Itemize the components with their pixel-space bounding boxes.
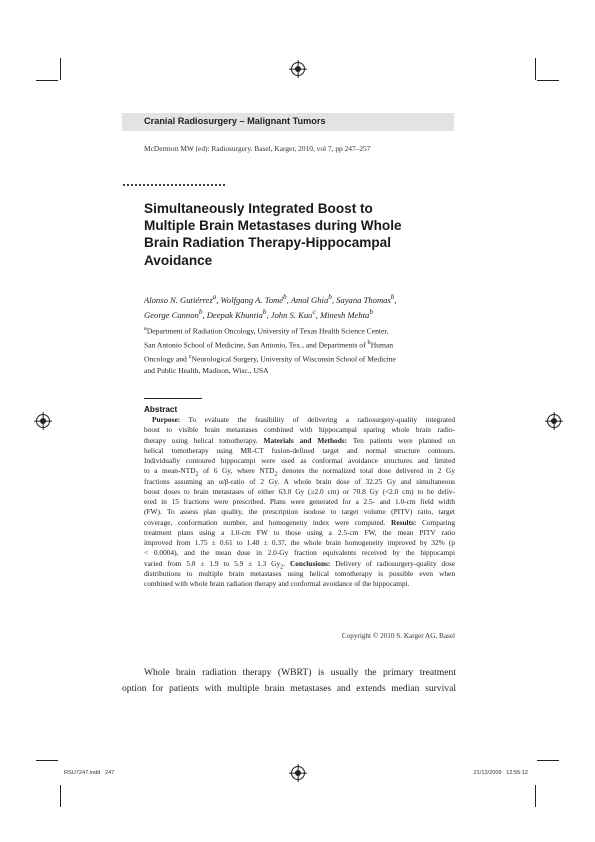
subscript: 2 — [274, 471, 278, 478]
crop-mark — [36, 760, 58, 761]
abstract-line: helical tomotherapy using MR-CT fusion-defined target and normal structure contours. — [144, 445, 455, 455]
abstract-text: of 6 Gy, where NTD — [198, 466, 275, 476]
copyright-notice: Copyright © 2010 S. Karger AG, Basel — [341, 632, 455, 640]
crop-mark — [60, 785, 61, 807]
affiliation-mark: b — [367, 338, 371, 346]
author-affiliation-mark: b — [283, 293, 287, 301]
abstract-line: < 0.0004), and the mean dose in 2.0-Gy fraction equivalents received by the hippocampi — [144, 548, 455, 558]
dotted-divider — [122, 183, 226, 187]
affiliation-line — [144, 337, 456, 351]
body-line: option for patients with multiple brain metastases and extends median survival — [122, 682, 456, 694]
abstract-line — [144, 415, 455, 425]
author-name: George Cannon — [144, 310, 199, 321]
author-affiliation-mark: a — [212, 293, 217, 301]
crop-mark — [537, 80, 559, 81]
author-name: John S. Kuo — [270, 310, 313, 321]
registration-mark-icon — [291, 62, 305, 76]
abstract-line: combined with whole brain radiation therapy and conformal avoidance of the hippocampi. — [144, 579, 410, 588]
author-list — [144, 291, 456, 322]
author-line: George Cannon$^b$, Deepak Khuntia$^b$, John S. Kuo$^c$, Minesh Mehta$^b$ — [144, 308, 373, 321]
abstract-text: To evaluate the feasibility of delivering a radiosurgery-quality integrated — [180, 415, 455, 424]
abstract-line — [144, 466, 455, 476]
abstract-label-purpose: Purpose: — [152, 415, 181, 424]
article-title — [144, 200, 454, 269]
crop-mark — [535, 58, 536, 80]
abstract-line: boost to visible brain metastases combined with hippocampal sparing whole brain radio- — [144, 425, 455, 435]
affiliation-line — [144, 351, 456, 365]
affiliations — [144, 323, 456, 376]
affiliation-text: San Antonio School of Medicine, San Antonio, Tex., and Departments of — [144, 340, 368, 350]
crop-mark — [537, 760, 559, 761]
abstract-line: (FW). To assess plan quality, the prescription isodose to target volume (PITV) ratio, target — [144, 507, 455, 517]
body-text — [122, 665, 456, 696]
affiliation-text: Department of Radiation Oncology, University of Texas Health Science Center, — [146, 326, 389, 336]
author-name: Wolfgang A. Tomé — [220, 294, 284, 305]
affiliation-line — [144, 323, 456, 337]
author-affiliation-mark: b — [369, 308, 373, 317]
affiliation-mark: a — [144, 325, 147, 332]
abstract-label-methods: Materials and Methods: — [263, 435, 348, 445]
abstract-line: improved from 1.75 ± 0.61 to 1.48 ± 0.37, the whole brain homogeneity improved by 32% (p — [144, 538, 455, 547]
abstract-line — [144, 559, 455, 569]
author-affiliation-mark: b — [198, 308, 203, 317]
section-header — [122, 113, 454, 131]
abstract-heading: Abstract — [144, 405, 178, 414]
abstract-line: fractions assuming an α/β-ratio of 2 Gy. A whole brain dose of 32.25 Gy and simultaneous — [144, 476, 455, 486]
abstract-text: Delivery of radiosurgery-quality dose — [330, 558, 456, 568]
crop-mark — [535, 785, 536, 807]
abstract-line: treatment plans using a 1.0-cm FW to those using a 2.5-cm FW, the mean PITV ratio — [144, 527, 455, 537]
abstract-text: Ten patients were planned on — [347, 435, 456, 445]
crop-mark — [60, 58, 61, 80]
affiliation-line — [144, 365, 456, 376]
subscript: 2 — [280, 563, 284, 570]
footer-file-info: RSU7247.indd 247 — [64, 770, 115, 776]
abstract-line — [144, 436, 455, 446]
abstract-label-conclusions: Conclusions: — [289, 558, 331, 568]
abstract-text: denotes the normalized total dose delivered in 2 Gy — [277, 466, 455, 476]
author-name: Deepak Khuntia — [206, 310, 263, 321]
abstract-text: varied from 5.8 ± 1.9 to 5.9 ± 1.3 Gy — [144, 558, 281, 568]
author-name: Minesh Mehta — [319, 310, 370, 321]
affiliation-text: Oncology and — [144, 354, 189, 364]
abstract-line: boost doses to brain metastases of either 63.0 Gy (≥2.0 cm) or 70.8 Gy (<2.0 cm) to be deliv- — [144, 486, 455, 496]
registration-mark-icon — [291, 766, 305, 780]
abstract-label-results: Results: — [391, 517, 417, 527]
abstract-text: Comparing — [416, 517, 455, 527]
abstract-text: to a mean-NTD — [144, 466, 196, 476]
affiliation-text: and Public Health, Madison, Wisc., USA — [144, 365, 269, 375]
title-line: Multiple Brain Metastases during Whole — [144, 218, 402, 234]
abstract-text: coverage, conformation number, and homogeneity index were computed. — [144, 517, 392, 527]
abstract-text: therapy using helical tomotherapy. — [144, 435, 264, 445]
abstract-body — [144, 415, 455, 589]
affiliation-text: Neurological Surgery, University of Wisconsin School of Medicine — [191, 354, 396, 364]
title-line: Avoidance — [144, 252, 213, 268]
author-affiliation-mark: b — [328, 293, 332, 301]
author-affiliation-mark: c — [312, 308, 316, 317]
author-name: Sayana Thomas — [336, 294, 391, 305]
author-name: Amol Ghia — [290, 294, 329, 305]
affiliation-text: Human — [370, 340, 394, 350]
abstract-line: distributions to multiple brain metastases using helical tomotherapy is possible even when — [144, 568, 455, 578]
abstract-rule — [144, 398, 202, 399]
registration-mark-icon — [547, 414, 561, 428]
abstract-text: . — [283, 558, 290, 568]
abstract-line: Individually contoured hippocampi were used as conformal avoidance structures and limited — [144, 456, 455, 465]
registration-mark-icon — [36, 414, 50, 428]
author-affiliation-mark: b — [390, 293, 395, 301]
title-line: Brain Radiation Therapy-Hippocampal — [144, 235, 391, 251]
abstract-line: ered in 15 fractions were prescribed. Plans were generated for a 2.5- and 1.0-cm field width — [144, 497, 455, 506]
author-line: Alonso N. Gutiérrez$^a$, Wolfgang A. Tomé$^b$, Amol Ghia$^b$, Sayana Thomas$^b$, — [144, 293, 397, 305]
section-title: Cranial Radiosurgery – Malignant Tumors — [144, 116, 326, 126]
citation: McDermott MW (ed): Radiosurgery. Basel, Karger, 2010, vol 7, pp 247–257 — [144, 144, 371, 153]
affiliation-mark: c — [188, 352, 192, 360]
author-affiliation-mark: b — [262, 308, 267, 317]
author-name: Alonso N. Gutiérrez — [144, 294, 213, 305]
footer-timestamp: 21/12/2009 12:55:12 — [473, 770, 528, 776]
title-line: Simultaneously Integrated Boost to — [144, 201, 373, 216]
subscript: 2 — [195, 471, 199, 478]
crop-mark — [36, 80, 58, 81]
body-line: Whole brain radiation therapy (WBRT) is usually the primary treatment — [144, 667, 456, 678]
abstract-line — [144, 518, 455, 528]
